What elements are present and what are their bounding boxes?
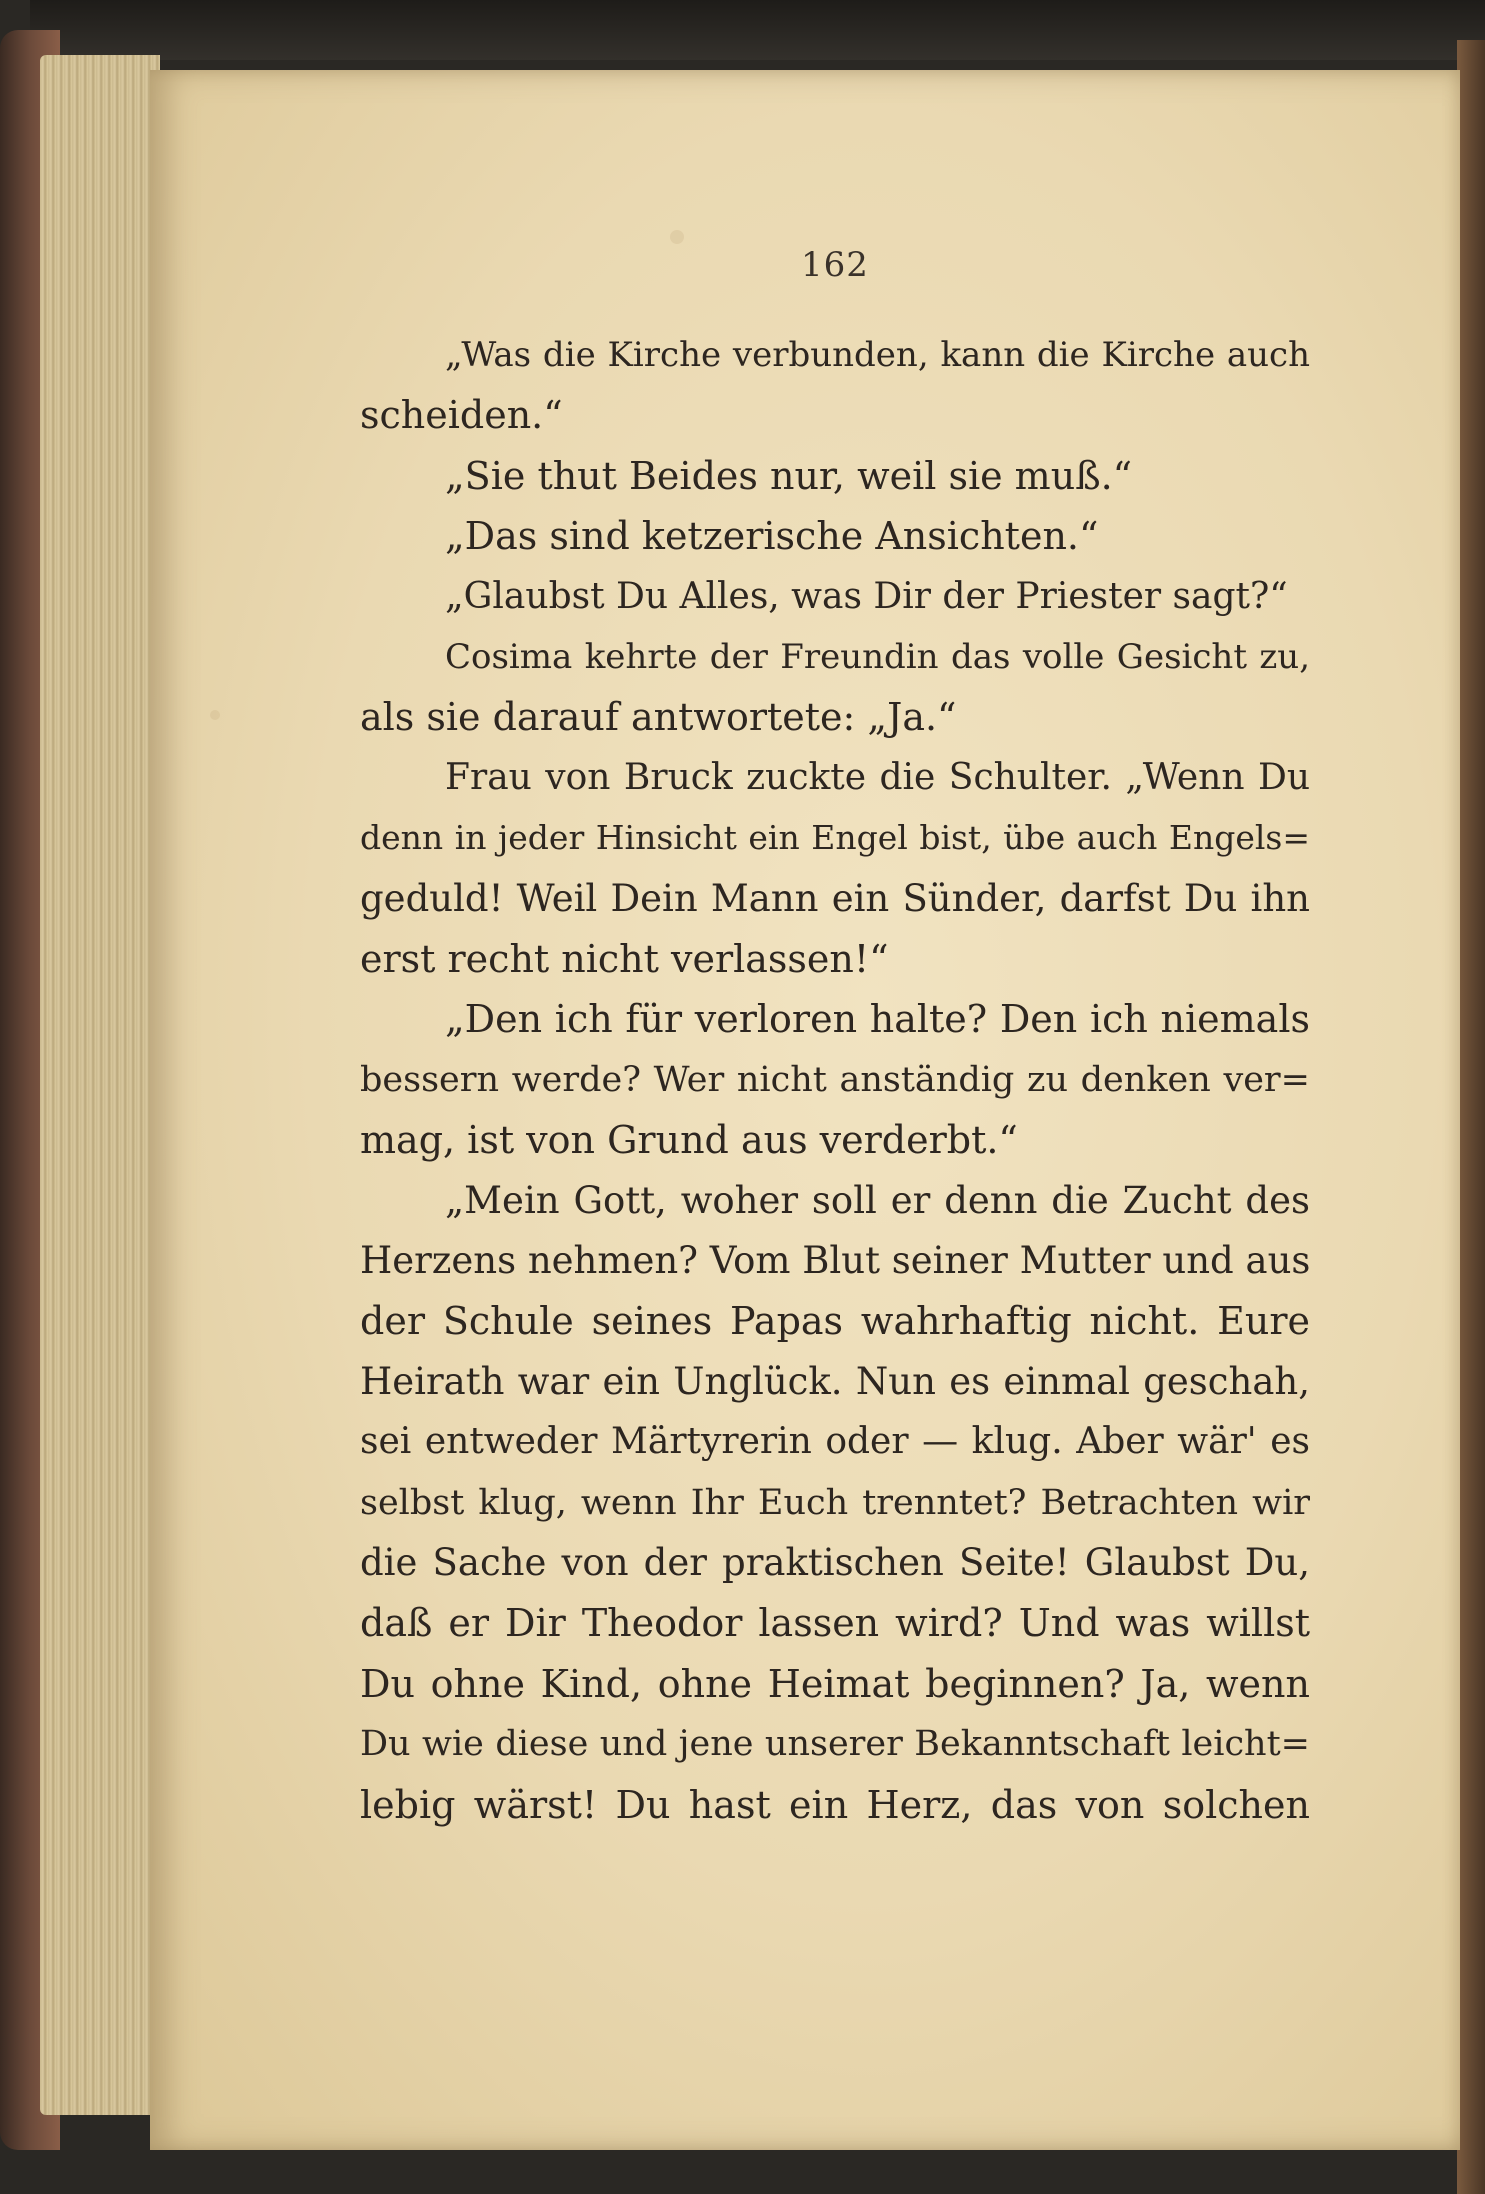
paper-spot <box>210 710 220 720</box>
text-line: sei entweder Märtyrerin oder — klug. Aber wär' es <box>360 1421 1310 1463</box>
text-line: „Sie thut Beides nur, weil sie muß.“ <box>445 453 1133 498</box>
text-line: Cosima kehrte der Freundin das volle Gesicht zu, <box>445 637 1310 677</box>
text-line: bessern werde? Wer nicht anständig zu denken ver= <box>360 1059 1310 1100</box>
text-line: der Schule seines Papas wahrhaftig nicht. Eure <box>360 1299 1310 1344</box>
text-line: Du ohne Kind, ohne Heimat beginnen? Ja, wenn <box>360 1661 1310 1706</box>
text-line: lebig wärst! Du hast ein Herz, das von solchen <box>360 1782 1310 1827</box>
text-line: Frau von Bruck zuckte die Schulter. „Wenn Du <box>445 756 1310 798</box>
text-line: Du wie diese und jene unserer Bekanntschaft leicht= <box>360 1724 1310 1765</box>
text-line: „Das sind ketzerische Ansichten.“ <box>445 514 1099 559</box>
text-line: scheiden.“ <box>360 393 563 438</box>
book-cover-right <box>1457 40 1485 2194</box>
text-line: „Was die Kirche verbunden, kann die Kirche auch <box>445 335 1310 375</box>
text-line: die Sache von der praktischen Seite! Glaubst Du, <box>360 1541 1310 1584</box>
text-line: „Den ich für verloren halte? Den ich niemals <box>445 997 1310 1042</box>
text-line: erst recht nicht verlassen!“ <box>360 937 889 981</box>
book-cover-top <box>30 0 1485 60</box>
page-edges <box>40 55 160 2115</box>
text-line: „Mein Gott, woher soll er denn die Zucht des <box>445 1178 1310 1222</box>
text-line: denn in jeder Hinsicht ein Engel bist, übe auch Engels= <box>360 818 1310 858</box>
page-number: 162 <box>801 245 869 285</box>
text-line: Herzens nehmen? Vom Blut seiner Mutter und aus <box>360 1239 1311 1282</box>
text-line: selbst klug, wenn Ihr Euch trenntet? Betrachten wir <box>360 1482 1310 1523</box>
text-line: als sie darauf antwortete: „Ja.“ <box>360 695 957 740</box>
book-page <box>150 70 1460 2150</box>
text-line: mag, ist von Grund aus verderbt.“ <box>360 1118 1018 1163</box>
text-line: daß er Dir Theodor lassen wird? Und was willst <box>360 1601 1310 1646</box>
text-line: „Glaubst Du Alles, was Dir der Priester sagt?“ <box>445 575 1288 617</box>
text-line: Heirath war ein Unglück. Nun es einmal geschah, <box>360 1359 1310 1403</box>
text-line: geduld! Weil Dein Mann ein Sünder, darfst Du ihn <box>360 876 1310 920</box>
paper-spot <box>670 230 684 244</box>
